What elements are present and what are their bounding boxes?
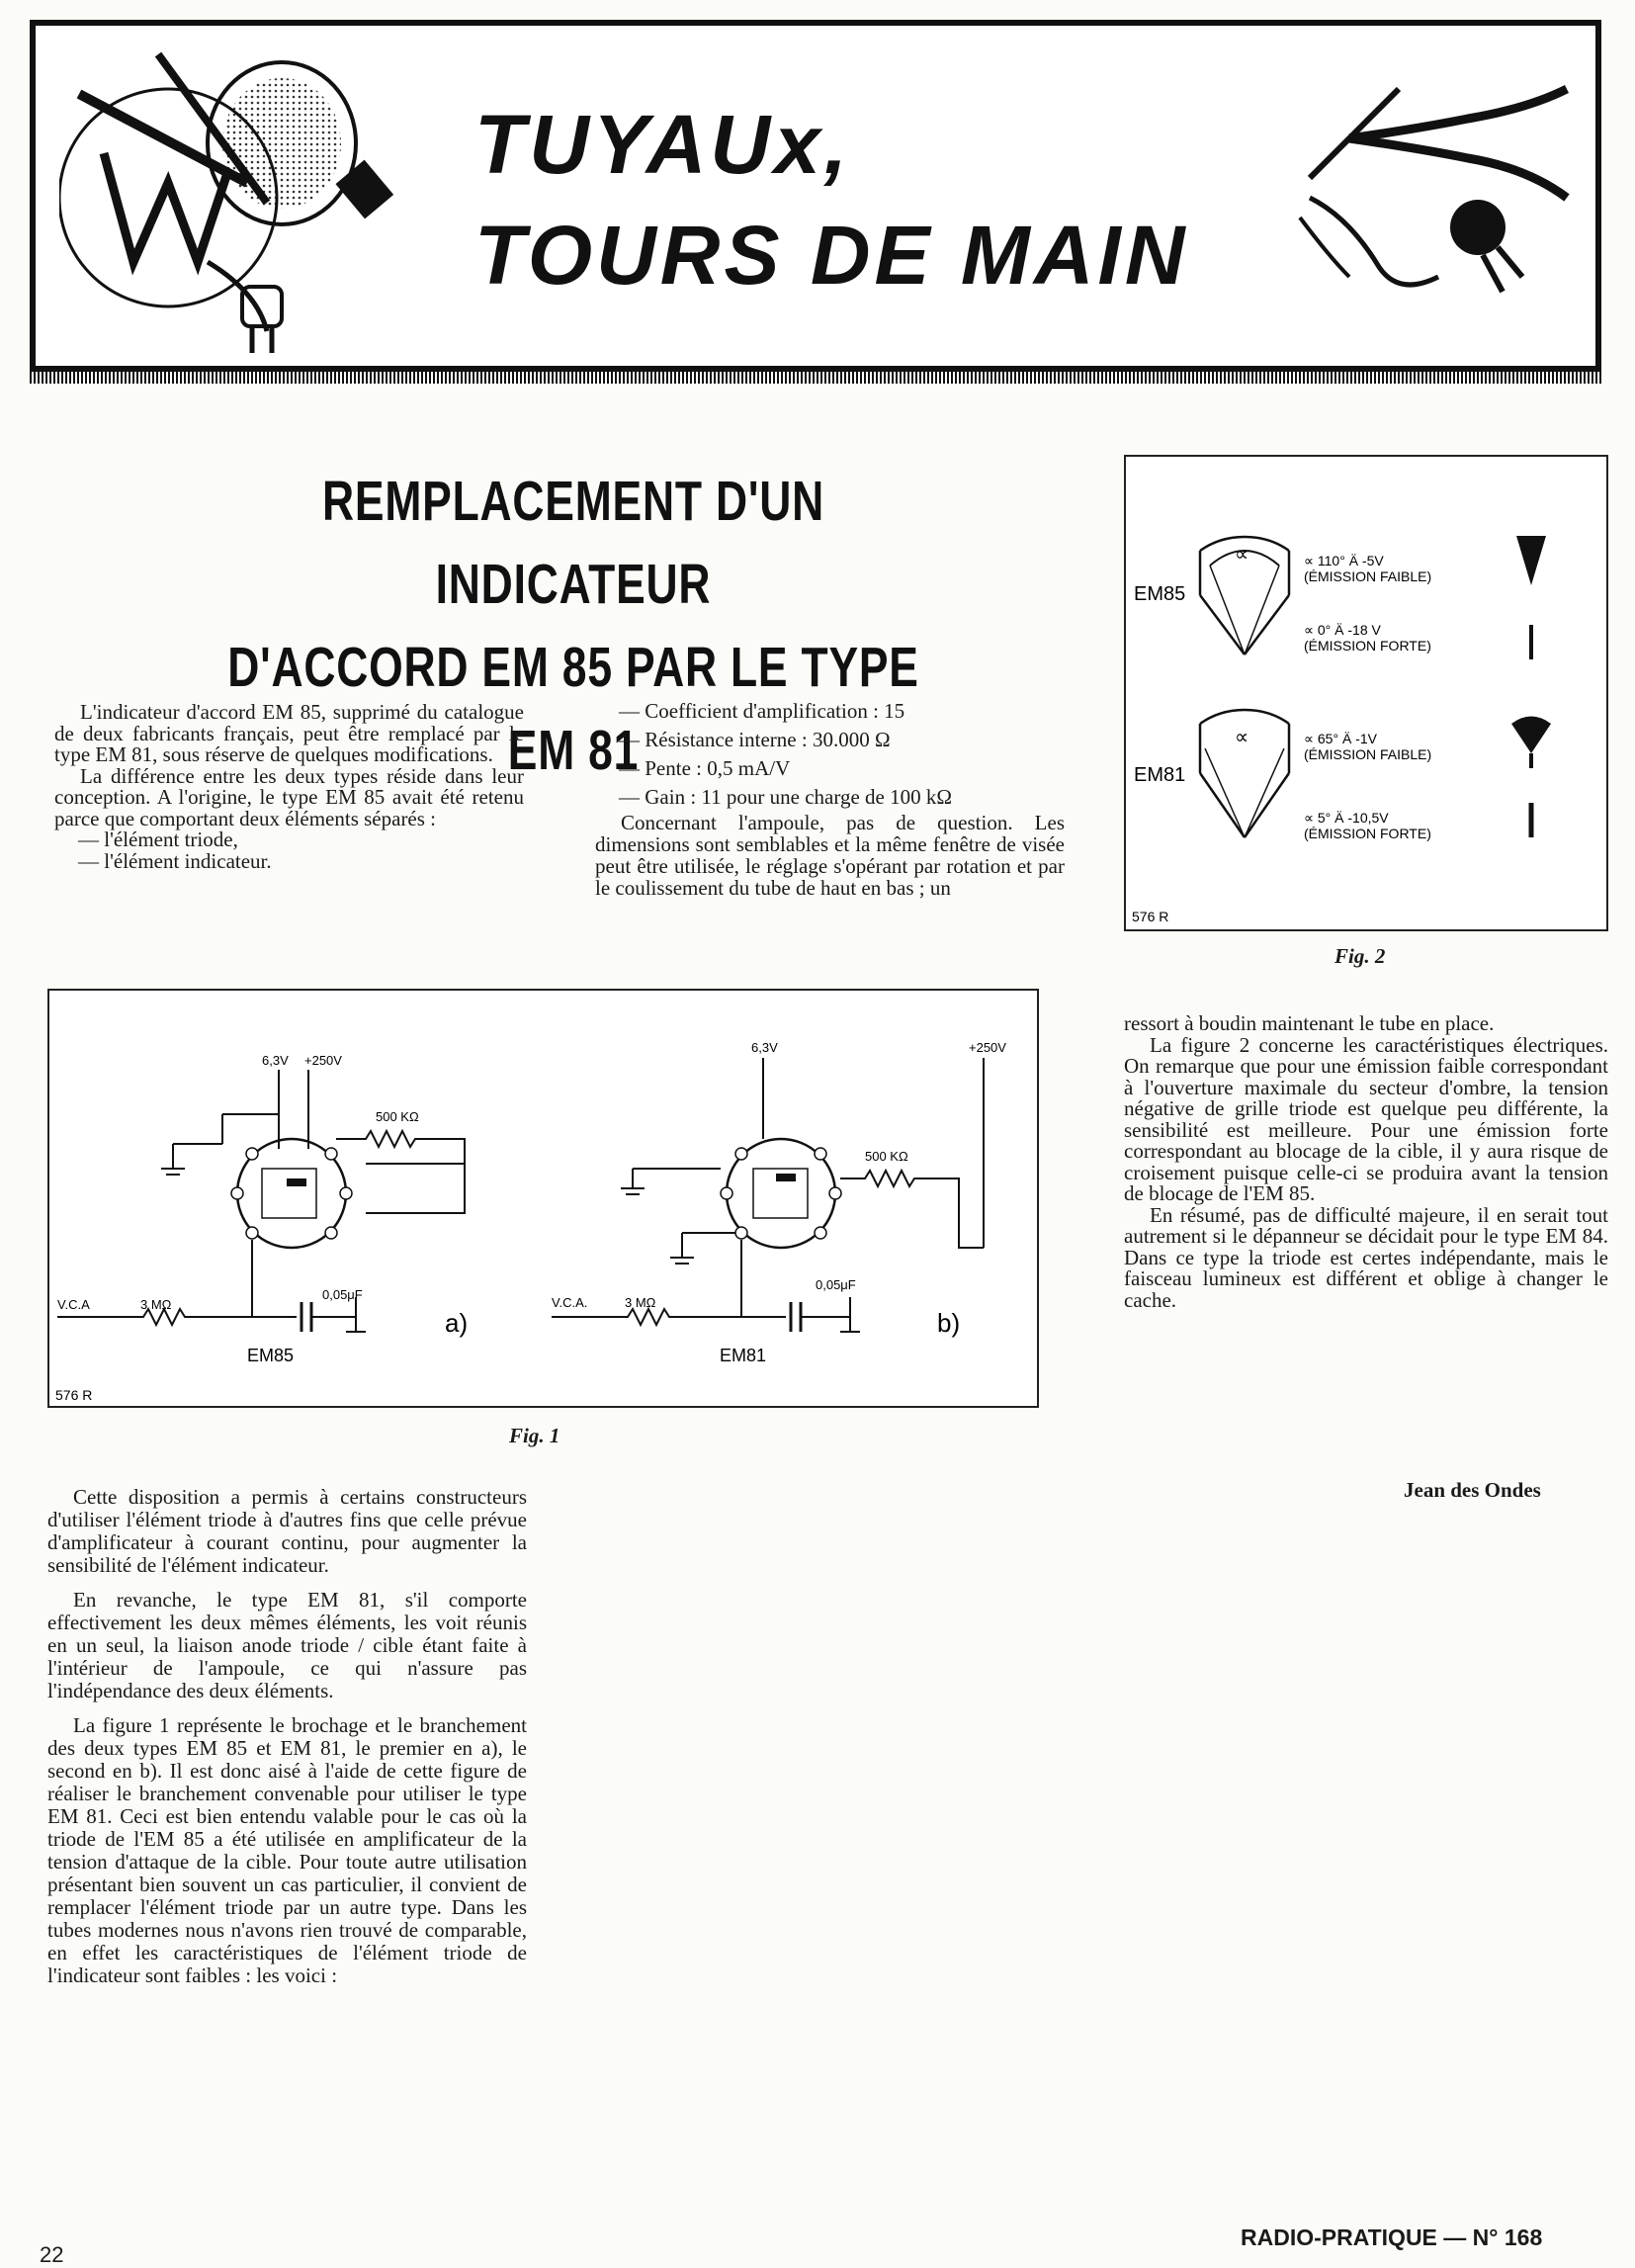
fig1b-cap: 0,05μF	[816, 1277, 856, 1292]
fig2-em85-line2a: ∝ 0° Ä -18 V	[1304, 622, 1381, 638]
fig1b-res: 500 KΩ	[865, 1149, 908, 1164]
banner-hatching	[30, 372, 1601, 384]
fig1a-r2: 3 MΩ	[140, 1297, 172, 1312]
fig2-caption: Fig. 2	[1334, 944, 1386, 968]
fig1a-tube-label: EM85	[247, 1346, 295, 1365]
fig2-diagram	[1126, 457, 1606, 929]
fig1-caption: Fig. 1	[509, 1424, 560, 1447]
fig1a-cap: 0,05μF	[322, 1287, 363, 1302]
section-title	[474, 89, 1226, 310]
fig1a-v1: 6,3V	[262, 1053, 289, 1068]
figure-2	[1124, 455, 1608, 931]
paragraph: Concernant l'ampoule, pas de question. Les dimensions sont semblables et la même fenêtre de visée peut être utilisée, le réglage s'opérant par rotation et par le coulissement du tube de haut en bas ; un	[595, 811, 1065, 900]
article-title-line1: REMPLACEMENT D'UN INDICATEUR	[322, 470, 824, 616]
article-column-1	[54, 702, 524, 872]
fig1b-r2: 3 MΩ	[625, 1295, 656, 1310]
fig1b-v2: +250V	[969, 1040, 1006, 1055]
paragraph: Cette disposition a permis à certains constructeurs d'utiliser l'élément triode à d'autres fins que celle prévue d'amplificateur à courant continu, pour augmenter la sensibilité de l'élément indicateur.	[47, 1485, 527, 1577]
paragraph: La figure 1 représente le brochage et le branchement des deux types EM 85 et EM 81, le premier en a), le second en b). Il est donc aisé à l'aide de cette figure de réaliser le branchement convenable pour utiliser le type EM 81. Ceci est bien entendu valable pour le cas où la triode de l'EM 85 a été utilisée en amplificateur de la tension d'attaque de la cible. Pour toute autre utilisation présentant bien souvent un cas particulier, il convient de remplacer l'élément triode par un autre type. Dans les tubes modernes nous n'avons rien trouvé de comparable, en effet les caractéristiques de l'élément triode de l'indicateur sont faibles : les voici :	[47, 1713, 527, 1987]
fig2-em81-line2a: ∝ 5° Ä -10,5V	[1304, 810, 1389, 826]
spec-item: — Résistance interne : 30.000 Ω	[619, 728, 891, 751]
spec-item: — Coefficient d'amplification : 15	[619, 699, 905, 723]
fig1a-label: a)	[445, 1308, 469, 1338]
fig2-em85-label: EM85	[1134, 583, 1186, 605]
spec-item: — Gain : 11 pour une charge de 100 kΩ	[619, 785, 952, 809]
fig1b-label: b)	[937, 1308, 961, 1338]
fig2-shadow-wide-icon	[1516, 536, 1546, 585]
fig2-em81-label: EM81	[1134, 764, 1186, 786]
fig2-em85-line1a: ∝ 110° Ä -5V	[1304, 553, 1384, 568]
fig1b-vca: V.C.A.	[552, 1295, 588, 1310]
fig2-em81-line2b: (ÉMISSION FORTE)	[1304, 826, 1431, 841]
tools-bulb-illustration	[59, 35, 395, 361]
fig1b-v1: 6,3V	[751, 1040, 778, 1055]
fig1a-v2: +250V	[304, 1053, 342, 1068]
article-column-2	[595, 697, 1065, 899]
figure-1	[47, 989, 1039, 1408]
fig2-ref: 576 R	[1132, 909, 1169, 924]
fig1a-res: 500 KΩ	[376, 1109, 419, 1124]
paragraph: La différence entre les deux types réside dans leur conception. A l'origine, le type EM 85 avait été retenu parce que comportant deux éléments séparés :	[54, 763, 524, 830]
spec-item: — Pente : 0,5 mA/V	[619, 756, 791, 780]
paragraph: L'indicateur d'accord EM 85, supprimé du catalogue de deux fabricants français, peut être remplacé par le type EM 81, sous réserve de quelques modifications.	[54, 700, 524, 766]
fig1-schematics	[49, 991, 1037, 1406]
page-number: 22	[40, 2242, 64, 2267]
fig1-ref: 576 R	[55, 1387, 93, 1403]
paragraph: La figure 2 concerne les caractéristiques électriques. On remarque que pour une émission faible correspondant à l'ouverture maximale du secteur d'ombre, la tension négative de grille triode est quelque peu différente, la sensibilité est meilleure. Pour une émission forte correspondant au blocage de la cible, il y aura risque de croisement puisque celle-ci se produira avant la tension de blocage de l'EM 85.	[1124, 1032, 1608, 1205]
fig2-em81-alpha: ∝	[1235, 727, 1249, 748]
list-item: — l'élément triode,	[78, 828, 238, 851]
fig1b-tube-label: EM81	[720, 1346, 767, 1365]
fig2-em85-line2b: (ÉMISSION FORTE)	[1304, 638, 1431, 654]
paragraph: ressort à boudin maintenant le tube en place.	[1124, 1011, 1495, 1035]
magazine-issue: RADIO-PRATIQUE — N° 168	[1241, 2224, 1543, 2250]
fig2-em81-line1a: ∝ 65° Ä -1V	[1304, 731, 1377, 746]
list-item: — l'élément indicateur.	[78, 848, 272, 873]
article-column-4	[47, 1486, 527, 1987]
author-signature: Jean des Ondes	[1404, 1478, 1541, 1502]
article-column-3	[1124, 1013, 1608, 1311]
paragraph: En résumé, pas de difficulté majeure, il en serait tout autrement si le dépanneur se décidait pour le type EM 84. Dans ce type la triode est certes indépendante, mais le faisceau lumineux est différent et oblige à changer le cache.	[1124, 1202, 1608, 1312]
fig1a-vca: V.C.A	[57, 1297, 90, 1312]
fig2-shadow-em81-wide-icon	[1511, 717, 1551, 754]
fig2-em85-line1b: (ÉMISSION FAIBLE)	[1304, 568, 1432, 584]
paragraph: En revanche, le type EM 81, s'il comporte effectivement les deux mêmes éléments, les voit réunis en un seul, la liaison anode triode / cible étant faite à l'intérieur de l'ampoule, ce qui n'assure pas l'indépendance des deux éléments.	[47, 1588, 527, 1702]
section-title-line2: TOURS DE MAIN	[474, 209, 1189, 302]
pliers-plug-illustration	[1290, 79, 1577, 326]
section-title-line1: TUYAUx,	[474, 98, 852, 191]
article-title-line2: D'ACCORD EM 85 PAR LE TYPE EM 81	[227, 636, 919, 782]
fig2-em81-line1b: (ÉMISSION FAIBLE)	[1304, 746, 1432, 762]
fig2-em85-alpha: ∝	[1235, 544, 1249, 566]
